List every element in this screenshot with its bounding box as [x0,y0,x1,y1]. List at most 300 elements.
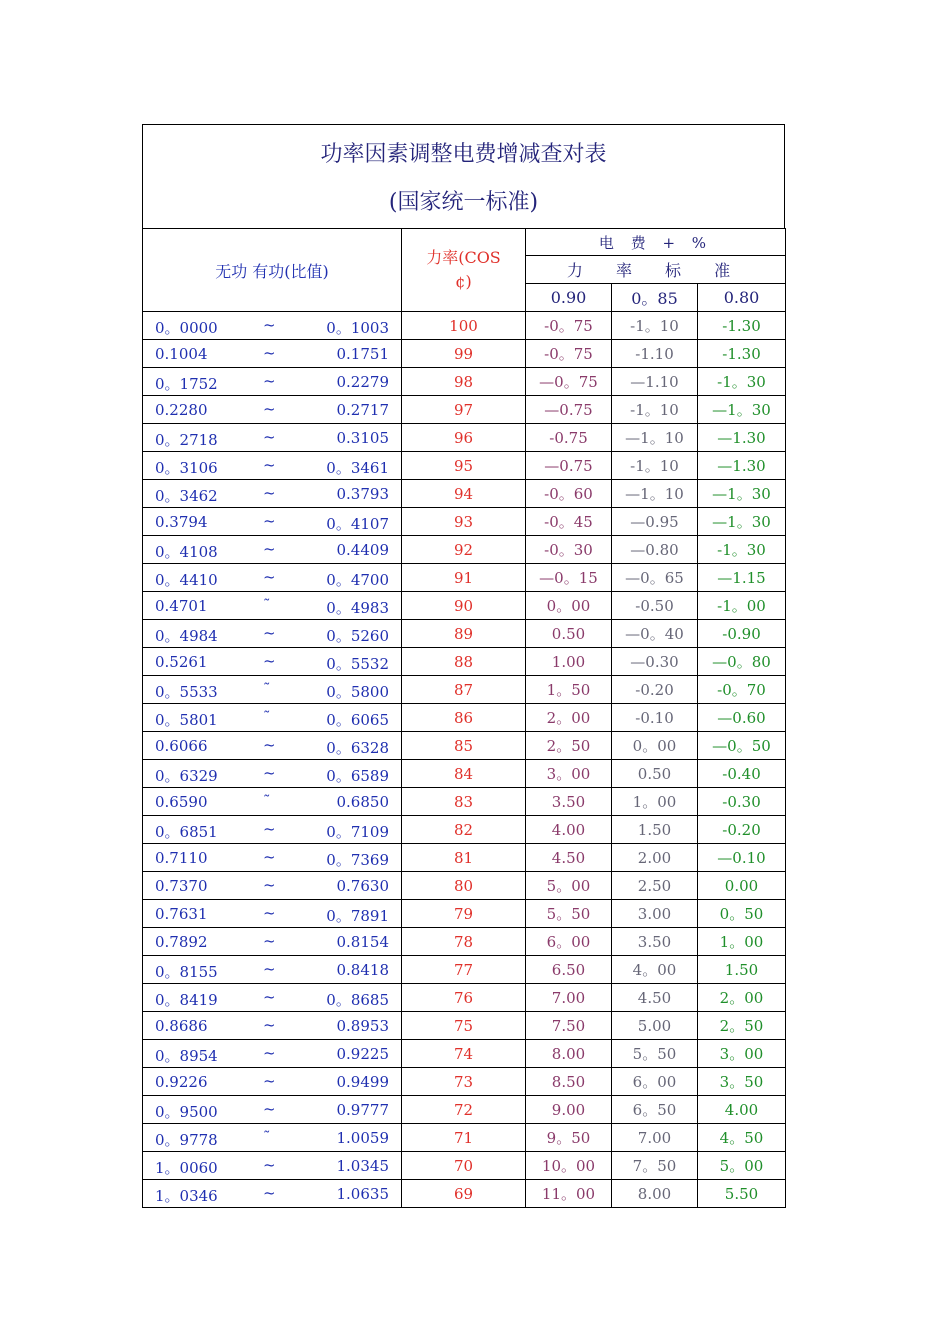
ratio-cell [143,1068,402,1096]
fee-080-cell: 0。50 [698,900,786,928]
ratio-from: 0.1004 [155,345,208,363]
fee-080-cell: -1。00 [698,592,786,620]
power-factor-cell: 100 [402,312,526,340]
table-row [143,620,786,648]
ratio-from: 0.5261 [155,653,208,671]
fee-090-cell: 5。50 [526,900,612,928]
power-factor-cell: 88 [402,648,526,676]
fee-090-cell: -0。45 [526,508,612,536]
table-row [143,1096,786,1124]
ratio-cell [143,732,402,760]
table-row [143,1124,786,1152]
table-row [143,984,786,1012]
ratio-to: 0。1003 [326,319,389,337]
fee-080-cell: -1.30 [698,340,786,368]
ratio-from: 0.7631 [155,905,208,923]
ratio-tilde: ~ [263,540,276,558]
ratio-tilde: ~ [263,904,276,922]
ratio-cell [143,1124,402,1152]
power-factor-cell: 93 [402,508,526,536]
fee-080-cell: —1。30 [698,396,786,424]
fee-085-cell: -0.10 [612,704,698,732]
ratio-cell [143,1096,402,1124]
table-row [143,872,786,900]
header-col-085: 0。85 [612,284,698,312]
ratio-tilde: ~ [263,820,276,838]
fee-080-cell: —0.60 [698,704,786,732]
ratio-to: 0。3461 [326,459,389,477]
fee-085-cell: —1。10 [612,480,698,508]
table-row [143,508,786,536]
header-ratio: 无功 有功(比值) [143,229,402,312]
power-factor-cell: 77 [402,956,526,984]
power-factor-cell: 99 [402,340,526,368]
fee-085-cell: —1。10 [612,424,698,452]
power-factor-cell: 84 [402,760,526,788]
ratio-to: 1.0059 [336,1129,389,1147]
power-factor-cell: 83 [402,788,526,816]
ratio-from: 1。0346 [155,1187,218,1205]
ratio-cell [143,1152,402,1180]
fee-080-cell: 3。00 [698,1040,786,1068]
ratio-from: 0.9226 [155,1073,208,1091]
ratio-cell [143,704,402,732]
ratio-tilde: ~ [263,372,276,390]
ratio-from: 0。6851 [155,823,218,841]
fee-080-cell: 1。00 [698,928,786,956]
ratio-from: 1。0060 [155,1159,218,1177]
power-factor-cell: 74 [402,1040,526,1068]
ratio-to: 0。6065 [326,711,389,729]
table-row [143,1152,786,1180]
power-factor-cell: 79 [402,900,526,928]
fee-085-cell: 2.00 [612,844,698,872]
fee-085-cell: 3.50 [612,928,698,956]
ratio-to: 0.2279 [336,373,389,391]
table-row [143,732,786,760]
table-row [143,424,786,452]
power-factor-cell: 90 [402,592,526,620]
power-factor-cell: 98 [402,368,526,396]
fee-090-cell: 1.00 [526,648,612,676]
ratio-tilde: ~ [263,512,276,530]
fee-080-cell: 5。00 [698,1152,786,1180]
ratio-cell [143,984,402,1012]
fee-090-cell: —0.75 [526,452,612,480]
fee-085-cell: 8.00 [612,1180,698,1208]
fee-080-cell: -1.30 [698,312,786,340]
fee-090-cell: 2。00 [526,704,612,732]
ratio-tilde: ~ [263,848,276,866]
ratio-cell [143,676,402,704]
fee-080-cell: 2。50 [698,1012,786,1040]
fee-085-cell: —0.30 [612,648,698,676]
ratio-from: 0。5533 [155,683,218,701]
fee-080-cell: —1.30 [698,424,786,452]
power-factor-cell: 89 [402,620,526,648]
fee-085-cell: -0.20 [612,676,698,704]
table-row [143,396,786,424]
fee-085-cell: 2.50 [612,872,698,900]
fee-090-cell: 3。00 [526,760,612,788]
ratio-cell [143,564,402,592]
fee-080-cell: -0。70 [698,676,786,704]
ratio-cell [143,760,402,788]
ratio-to: 1.0345 [336,1157,389,1175]
ratio-tilde: ˜ [263,680,271,698]
ratio-tilde: ~ [263,988,276,1006]
fee-085-cell: -1。10 [612,452,698,480]
ratio-to: 0。4700 [326,571,389,589]
header-col-080: 0.80 [698,284,786,312]
header-power-factor [402,229,526,312]
ratio-cell [143,816,402,844]
fee-085-cell: -1.10 [612,340,698,368]
ratio-cell [143,648,402,676]
ratio-cell [143,620,402,648]
ratio-to: 0。8685 [326,991,389,1009]
fee-085-cell: 0.50 [612,760,698,788]
ratio-from: 0。2718 [155,431,218,449]
fee-090-cell: 6.50 [526,956,612,984]
ratio-from: 0。3106 [155,459,218,477]
ratio-tilde: ~ [263,316,276,334]
ratio-tilde: ~ [263,1016,276,1034]
fee-080-cell: —0.10 [698,844,786,872]
ratio-from: 0.6066 [155,737,208,755]
ratio-tilde: ~ [263,1100,276,1118]
table-row [143,676,786,704]
fee-090-cell: 10。00 [526,1152,612,1180]
table-row [143,1040,786,1068]
power-factor-cell: 81 [402,844,526,872]
table-row [143,816,786,844]
ratio-to: 0.1751 [336,345,389,363]
table-row [143,956,786,984]
table-row [143,704,786,732]
table-row [143,928,786,956]
power-factor-cell: 82 [402,816,526,844]
ratio-to: 0。5260 [326,627,389,645]
ratio-tilde: ˜ [263,792,271,810]
ratio-from: 0.7110 [155,849,208,867]
fee-085-cell: -1。10 [612,396,698,424]
ratio-from: 0。9778 [155,1131,218,1149]
power-factor-cell: 71 [402,1124,526,1152]
ratio-to: 0。5800 [326,683,389,701]
ratio-tilde: ~ [263,736,276,754]
fee-085-cell: —0.80 [612,536,698,564]
ratio-from: 0.7892 [155,933,208,951]
fee-080-cell: —0。50 [698,732,786,760]
fee-080-cell: -0.40 [698,760,786,788]
ratio-tilde: ~ [263,428,276,446]
ratio-tilde: ~ [263,932,276,950]
page-title: 功率因素调整电费增减查对表 [320,142,607,167]
fee-090-cell: —0。15 [526,564,612,592]
ratio-cell [143,480,402,508]
fee-090-cell: 7.00 [526,984,612,1012]
power-factor-cell: 86 [402,704,526,732]
adjustment-table [142,228,786,1208]
ratio-from: 0。9500 [155,1103,218,1121]
ratio-to: 0。7369 [326,851,389,869]
ratio-to: 0。7891 [326,907,389,925]
fee-080-cell: -0.90 [698,620,786,648]
table-row [143,648,786,676]
fee-085-cell: 0。00 [612,732,698,760]
fee-090-cell: 4.50 [526,844,612,872]
fee-090-cell: -0。30 [526,536,612,564]
fee-090-cell: -0.75 [526,424,612,452]
ratio-from: 0。3462 [155,487,218,505]
ratio-from: 0。8419 [155,991,218,1009]
ratio-from: 0.2280 [155,401,208,419]
power-factor-cell: 73 [402,1068,526,1096]
header-pf-line1: 力率(COS [426,248,501,267]
fee-080-cell: -1。30 [698,368,786,396]
fee-085-cell: 7.00 [612,1124,698,1152]
header-standard: 力 率 标 准 [526,256,786,284]
ratio-tilde: ˜ [263,708,271,726]
ratio-to: 0.8418 [336,961,389,979]
ratio-tilde: ~ [263,1044,276,1062]
fee-090-cell: 5。00 [526,872,612,900]
fee-085-cell: 6。00 [612,1068,698,1096]
ratio-tilde: ~ [263,652,276,670]
ratio-cell [143,900,402,928]
table-row [143,760,786,788]
table-row [143,536,786,564]
fee-085-cell: 5。50 [612,1040,698,1068]
table-row [143,1012,786,1040]
ratio-tilde: ~ [263,1156,276,1174]
ratio-from: 0。4108 [155,543,218,561]
power-factor-cell: 75 [402,1012,526,1040]
ratio-cell [143,928,402,956]
ratio-tilde: ~ [263,764,276,782]
page-subtitle: (国家统一标准) [388,190,539,215]
fee-085-cell: 5.00 [612,1012,698,1040]
fee-085-cell: -0.50 [612,592,698,620]
ratio-cell [143,1012,402,1040]
fee-090-cell: 8.00 [526,1040,612,1068]
ratio-tilde: ~ [263,624,276,642]
ratio-tilde: ~ [263,456,276,474]
ratio-cell [143,844,402,872]
power-factor-cell: 92 [402,536,526,564]
power-factor-cell: 95 [402,452,526,480]
fee-080-cell: —1。30 [698,480,786,508]
power-factor-cell: 76 [402,984,526,1012]
power-factor-cell: 70 [402,1152,526,1180]
fee-080-cell: 5.50 [698,1180,786,1208]
table-row [143,480,786,508]
ratio-tilde: ~ [263,1184,276,1202]
ratio-to: 0。6589 [326,767,389,785]
table-row [143,1068,786,1096]
power-factor-cell: 72 [402,1096,526,1124]
power-factor-cell: 85 [402,732,526,760]
fee-085-cell: 4.50 [612,984,698,1012]
ratio-to: 0.9499 [336,1073,389,1091]
fee-085-cell: 7。50 [612,1152,698,1180]
ratio-from: 0。6329 [155,767,218,785]
fee-090-cell: -0。75 [526,312,612,340]
ratio-to: 0。4107 [326,515,389,533]
ratio-tilde: ˜ [263,596,271,614]
fee-080-cell: 2。00 [698,984,786,1012]
fee-080-cell: 4。50 [698,1124,786,1152]
ratio-to: 0.9777 [336,1101,389,1119]
fee-090-cell: 11。00 [526,1180,612,1208]
fee-090-cell: 3.50 [526,788,612,816]
fee-085-cell: 1。00 [612,788,698,816]
ratio-from: 0.7370 [155,877,208,895]
ratio-cell [143,340,402,368]
ratio-cell [143,508,402,536]
power-factor-cell: 91 [402,564,526,592]
fee-090-cell: -0。60 [526,480,612,508]
ratio-to: 0.7630 [336,877,389,895]
fee-090-cell: 9.00 [526,1096,612,1124]
ratio-to: 0.8154 [336,933,389,951]
ratio-cell [143,788,402,816]
ratio-cell [143,396,402,424]
ratio-from: 0。0000 [155,319,218,337]
fee-080-cell: 1.50 [698,956,786,984]
fee-090-cell: 2。50 [526,732,612,760]
table-row [143,564,786,592]
fee-080-cell: 0.00 [698,872,786,900]
power-factor-cell: 96 [402,424,526,452]
fee-085-cell: —0.95 [612,508,698,536]
fee-090-cell: —0.75 [526,396,612,424]
fee-090-cell: 9。50 [526,1124,612,1152]
ratio-cell [143,956,402,984]
fee-085-cell: 4。00 [612,956,698,984]
ratio-from: 0.8686 [155,1017,208,1035]
ratio-to: 0。7109 [326,823,389,841]
header-pf-line2: ¢) [455,272,472,291]
ratio-from: 0。4410 [155,571,218,589]
fee-080-cell: —1.30 [698,452,786,480]
fee-080-cell: —0。80 [698,648,786,676]
ratio-cell [143,592,402,620]
fee-085-cell: -1。10 [612,312,698,340]
table-row [143,592,786,620]
ratio-to: 0.4409 [336,541,389,559]
fee-080-cell: -0.30 [698,788,786,816]
power-factor-cell: 94 [402,480,526,508]
document-sheet [142,124,785,1208]
ratio-tilde: ~ [263,568,276,586]
ratio-tilde: ~ [263,1072,276,1090]
table-row [143,900,786,928]
ratio-from: 0。5801 [155,711,218,729]
ratio-to: 0。6328 [326,739,389,757]
table-row [143,788,786,816]
ratio-to: 0。4983 [326,599,389,617]
ratio-cell [143,1040,402,1068]
ratio-from: 0。1752 [155,375,218,393]
fee-090-cell: 0.50 [526,620,612,648]
power-factor-cell: 78 [402,928,526,956]
ratio-from: 0。4984 [155,627,218,645]
table-row [143,844,786,872]
fee-085-cell: —0。65 [612,564,698,592]
ratio-tilde: ˜ [263,1128,271,1146]
ratio-tilde: ~ [263,960,276,978]
ratio-to: 0.2717 [336,401,389,419]
ratio-from: 0.3794 [155,513,208,531]
ratio-to: 0.3793 [336,485,389,503]
fee-090-cell: 1。50 [526,676,612,704]
fee-090-cell: —0。75 [526,368,612,396]
ratio-cell [143,368,402,396]
fee-090-cell: 6。00 [526,928,612,956]
ratio-to: 0.6850 [336,793,389,811]
fee-080-cell: 3。50 [698,1068,786,1096]
ratio-cell [143,312,402,340]
ratio-to: 0.3105 [336,429,389,447]
ratio-from: 0.6590 [155,793,208,811]
ratio-tilde: ~ [263,344,276,362]
fee-085-cell: 1.50 [612,816,698,844]
fee-080-cell: -1。30 [698,536,786,564]
table-row [143,1180,786,1208]
fee-085-cell: 6。50 [612,1096,698,1124]
ratio-to: 1.0635 [336,1185,389,1203]
fee-080-cell: -0.20 [698,816,786,844]
fee-085-cell: —1.10 [612,368,698,396]
ratio-from: 0。8954 [155,1047,218,1065]
fee-090-cell: 8.50 [526,1068,612,1096]
table-row [143,368,786,396]
ratio-to: 0.8953 [336,1017,389,1035]
fee-080-cell: 4.00 [698,1096,786,1124]
power-factor-cell: 80 [402,872,526,900]
fee-080-cell: —1.15 [698,564,786,592]
header-col-090: 0.90 [526,284,612,312]
fee-085-cell: —0。40 [612,620,698,648]
ratio-tilde: ~ [263,876,276,894]
fee-085-cell: 3.00 [612,900,698,928]
title-box [142,124,785,228]
table-row [143,312,786,340]
fee-090-cell: -0。75 [526,340,612,368]
ratio-tilde: ~ [263,400,276,418]
table-row [143,452,786,480]
power-factor-cell: 69 [402,1180,526,1208]
table-row [143,340,786,368]
power-factor-cell: 87 [402,676,526,704]
ratio-cell [143,1180,402,1208]
ratio-to: 0.9225 [336,1045,389,1063]
header-fee: 电 费 + % [526,229,786,256]
fee-090-cell: 7.50 [526,1012,612,1040]
ratio-tilde: ~ [263,484,276,502]
ratio-cell [143,872,402,900]
fee-090-cell: 0。00 [526,592,612,620]
power-factor-cell: 97 [402,396,526,424]
ratio-from: 0.4701 [155,597,208,615]
ratio-cell [143,424,402,452]
fee-090-cell: 4.00 [526,816,612,844]
fee-080-cell: —1。30 [698,508,786,536]
ratio-cell [143,536,402,564]
ratio-from: 0。8155 [155,963,218,981]
